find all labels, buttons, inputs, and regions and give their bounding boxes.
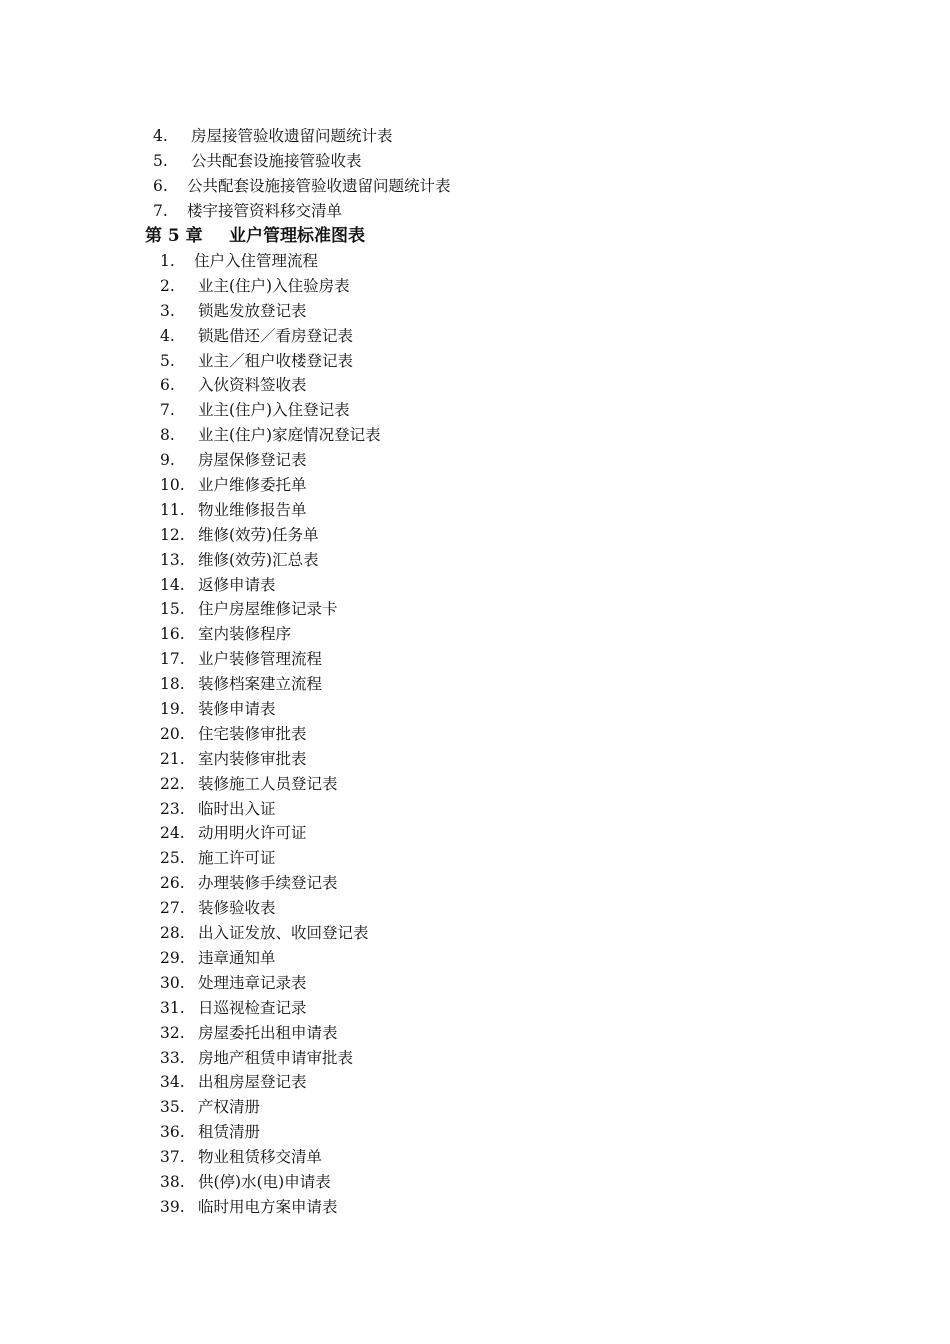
list-item-number: 39. (160, 1197, 185, 1216)
list-item-number: 19. (160, 700, 185, 719)
chapter-title: 业户管理标准图表 (229, 226, 365, 246)
list-item-number: 4. (160, 326, 175, 345)
list-item (160, 1070, 381, 1095)
list-item (160, 597, 381, 622)
list-item-text: 维修(效劳)汇总表 (198, 550, 319, 569)
list-item (160, 548, 381, 573)
list-item (160, 697, 381, 722)
list-item (160, 871, 381, 896)
list-item (160, 946, 381, 971)
list-item (153, 174, 451, 199)
list-item (160, 1120, 381, 1145)
list-item-number: 29. (160, 948, 185, 967)
list-item-text: 动用明火许可证 (198, 824, 307, 843)
list-item (160, 797, 381, 822)
list-item-number: 6. (153, 176, 168, 195)
list-item (160, 647, 381, 672)
list-item-text: 楼宇接管资料移交清单 (187, 201, 343, 220)
list-item (160, 1195, 381, 1220)
list-item (153, 149, 451, 174)
list-item-text: 产权清册 (198, 1098, 261, 1117)
list-item-text: 业主(住户)入住登记表 (198, 401, 350, 420)
list-item-number: 13. (160, 550, 185, 569)
list-item-number: 6. (160, 376, 175, 395)
list-item-text: 装修申请表 (198, 700, 276, 719)
list-item-text: 返修申请表 (198, 575, 276, 594)
list-item-text: 装修施工人员登记表 (198, 774, 338, 793)
list-item (160, 971, 381, 996)
list-item-number: 36. (160, 1123, 185, 1142)
list-item-text: 物业维修报告单 (198, 500, 307, 519)
list-item-text: 房屋接管验收遗留问题统计表 (191, 127, 393, 145)
list-item-text: 锁匙借还／看房登记表 (198, 326, 354, 345)
list-item (160, 373, 381, 398)
chapter-heading (145, 224, 365, 249)
list-item (160, 473, 381, 498)
list-item-text: 违章通知单 (198, 948, 276, 967)
list-item (160, 996, 381, 1021)
list-item (160, 1046, 381, 1071)
list-item (160, 448, 381, 473)
list-item (160, 523, 381, 548)
list-item (160, 324, 381, 349)
list-item-text: 住户入住管理流程 (194, 252, 319, 270)
list-item (160, 1145, 381, 1170)
list-item-number: 14. (160, 575, 185, 594)
list-item (160, 846, 381, 871)
list-item-number: 34. (160, 1073, 185, 1092)
list-item (160, 747, 381, 772)
list-item (160, 772, 381, 797)
list-item-text: 住户房屋维修记录卡 (198, 600, 338, 619)
list-item-number: 7. (153, 201, 168, 220)
list-item-text: 业户装修管理流程 (198, 650, 323, 669)
list-item (160, 249, 381, 274)
chapter-item-list (160, 249, 381, 1220)
list-item-text: 房屋委托出租申请表 (198, 1023, 338, 1042)
list-item-number: 35. (160, 1098, 185, 1117)
list-item-number: 37. (160, 1148, 185, 1167)
list-item-text: 业主(住户)家庭情况登记表 (198, 426, 381, 445)
list-item-text: 业户维修委托单 (198, 476, 307, 495)
list-item-text: 室内装修程序 (198, 625, 292, 644)
list-item (160, 821, 381, 846)
list-item-number: 4. (153, 127, 168, 145)
list-item-text: 装修档案建立流程 (198, 675, 323, 694)
list-item-number: 27. (160, 899, 185, 918)
list-item-number: 33. (160, 1048, 185, 1067)
list-item (160, 722, 381, 747)
list-item-text: 施工许可证 (198, 849, 276, 868)
list-item (160, 423, 381, 448)
list-item-text: 日巡视检查记录 (198, 998, 307, 1017)
list-item-text: 业主／租户收楼登记表 (198, 351, 354, 370)
list-item (160, 398, 381, 423)
list-item-text: 临时用电方案申请表 (198, 1197, 338, 1216)
list-item (153, 124, 451, 149)
list-item-number: 23. (160, 799, 185, 818)
list-item (160, 274, 381, 299)
list-item-number: 32. (160, 1023, 185, 1042)
list-item-text: 出入证发放、收回登记表 (198, 924, 369, 943)
list-item-text: 租赁清册 (198, 1123, 261, 1142)
list-item-number: 10. (160, 476, 185, 495)
list-item-number: 28. (160, 924, 185, 943)
list-item-number: 25. (160, 849, 185, 868)
list-item-text: 房屋保修登记表 (198, 451, 307, 470)
list-item-number: 5. (160, 351, 175, 370)
list-item-text: 装修验收表 (198, 899, 276, 918)
list-item (160, 299, 381, 324)
list-item-text: 处理违章记录表 (198, 973, 307, 992)
previous-chapter-list (153, 124, 451, 224)
list-item-number: 20. (160, 724, 185, 743)
list-item-text: 锁匙发放登记表 (198, 301, 307, 320)
list-item-text: 临时出入证 (198, 799, 276, 818)
list-item-number: 7. (160, 401, 175, 420)
chapter-label: 第 5 章 (145, 226, 203, 246)
list-item-number: 15. (160, 600, 185, 619)
list-item-text: 维修(效劳)任务单 (198, 525, 319, 544)
list-item-number: 9. (160, 451, 175, 470)
list-item-number: 16. (160, 625, 185, 644)
list-item-number: 38. (160, 1172, 185, 1191)
list-item-text: 供(停)水(电)申请表 (198, 1172, 331, 1191)
list-item-text: 室内装修审批表 (198, 749, 307, 768)
list-item-number: 3. (160, 301, 175, 320)
list-item (160, 672, 381, 697)
list-item-number: 21. (160, 749, 185, 768)
list-item-text: 物业租赁移交清单 (198, 1148, 323, 1167)
list-item-text: 公共配套设施接管验收表 (191, 151, 362, 170)
list-item-number: 30. (160, 973, 185, 992)
list-item (160, 573, 381, 598)
list-item (160, 896, 381, 921)
list-item-text: 出租房屋登记表 (198, 1073, 307, 1092)
list-item (160, 921, 381, 946)
list-item-text: 业主(住户)入住验房表 (198, 276, 350, 295)
list-item-number: 24. (160, 824, 185, 843)
list-item-text: 房地产租赁申请审批表 (198, 1048, 354, 1067)
list-item (160, 622, 381, 647)
list-item (160, 1170, 381, 1195)
list-item-text: 入伙资料签收表 (198, 376, 307, 395)
list-item (153, 199, 451, 224)
list-item (160, 1021, 381, 1046)
list-item (160, 1095, 381, 1120)
list-item-number: 1. (160, 252, 175, 270)
list-item-number: 8. (160, 426, 175, 445)
list-item-number: 31. (160, 998, 185, 1017)
list-item-text: 住宅装修审批表 (198, 724, 307, 743)
list-item-text: 公共配套设施接管验收遗留问题统计表 (187, 176, 451, 195)
list-item-text: 办理装修手续登记表 (198, 874, 338, 893)
list-item-number: 5. (153, 151, 168, 170)
list-item-number: 11. (160, 500, 185, 519)
list-item-number: 12. (160, 525, 185, 544)
list-item-number: 22. (160, 774, 185, 793)
list-item-number: 2. (160, 276, 175, 295)
list-item-number: 18. (160, 675, 185, 694)
list-item (160, 498, 381, 523)
list-item-number: 26. (160, 874, 185, 893)
list-item (160, 349, 381, 374)
list-item-number: 17. (160, 650, 185, 669)
